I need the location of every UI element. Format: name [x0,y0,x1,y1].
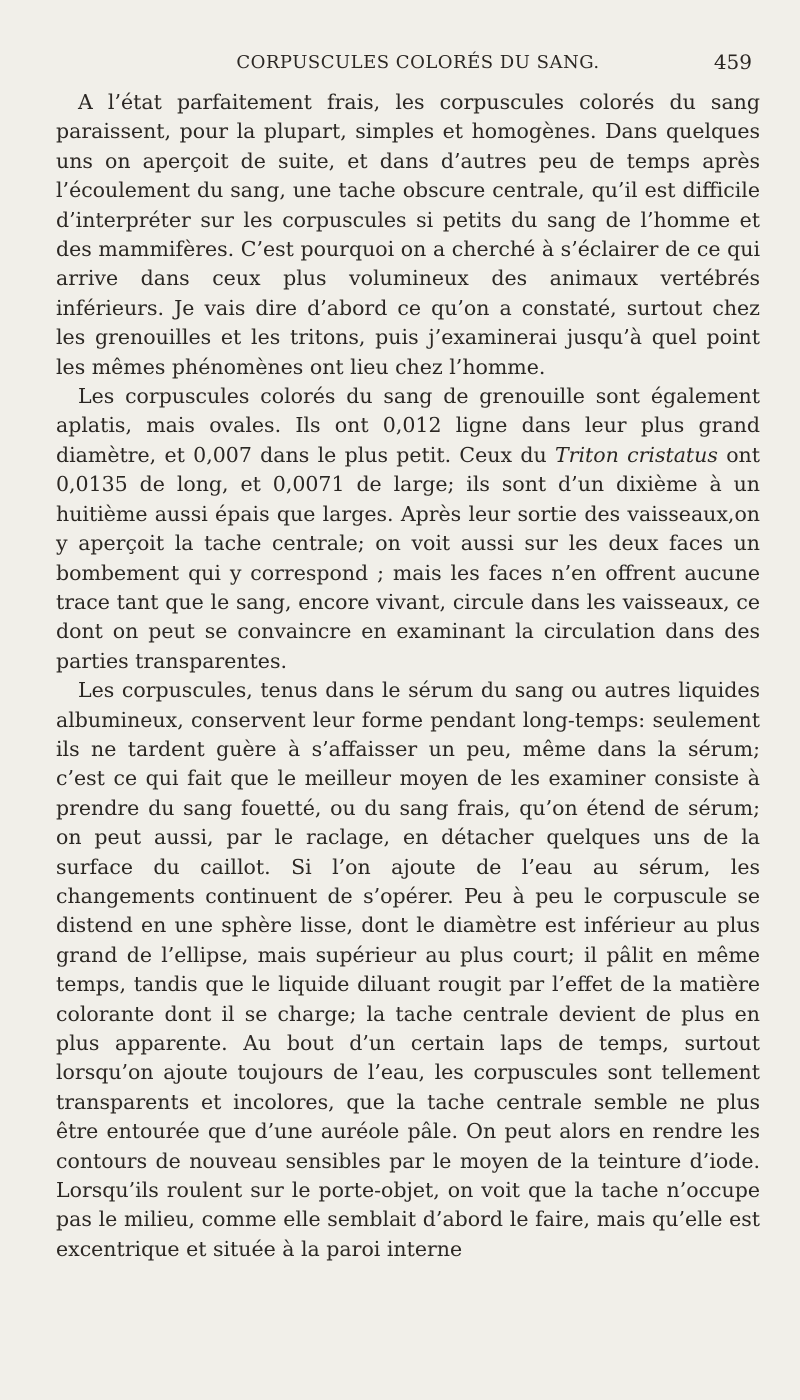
page-header [56,52,760,88]
species-name: Triton cristatus [554,442,718,467]
paragraph-1: A l’état parfaitement frais, les corpuscules colorés du sang paraissent, pour la plupart, simples et homogènes. Dans quelques uns on aperçoit de suite, et dans d’autres peu de temps après l’écoulement du sang, une tache obscure centrale, qu’il est difficile d’interpréter sur les corpuscules si petits du sang de l’homme et des mammifères. C’est pourquoi on a cherché à s’éclairer de ce qui arrive dans ceux plus volumineux des animaux vertébrés inférieurs. Je vais dire d’abord ce qu’on a constaté, surtout chez les grenouilles et les tritons, puis j’examinerai jusqu’à quel point les mêmes phénomènes ont lieu chez l’homme. [56,90,760,379]
book-page [0,52,800,1400]
paragraph-2-text-after: ont 0,0135 de long, et 0,0071 de large; ils sont d’un dixième à un huitième aussi épais que larges. Après leur sortie des vaisseaux,on y aperçoit la tache centrale; on voit aussi sur les deux faces un bombement qui y correspond ; mais les faces n’en offrent aucune trace tant que le sang, encore vivant, circule dans les vaisseaux, ce dont on peut se convaincre en examinant la circulation dans des parties transparentes. [56,442,760,673]
running-title: CORPUSCULES COLORÉS DU SANG. [236,52,600,73]
paragraph-2-text-before: Les corpuscules colorés du sang de grenouille sont également aplatis, mais ovales. Ils ont 0,012 ligne dans leur plus grand diamètre, et 0,007 dans le plus petit. Ceux du [56,384,760,467]
body-text [56,88,760,1264]
paragraph-2 [56,382,760,676]
page-number: 459 [713,50,752,74]
paragraph-3: Les corpuscules, tenus dans le sérum du sang ou autres liquides albumineux, conservent leur forme pendant long-temps: seulement ils ne tardent guère à s’affaisser un peu, même dans la sérum; c’est ce qui fait que le meilleur moyen de les examiner consiste à prendre du sang fouetté, ou du sang frais, qu’on étend de sérum; on peut aussi, par le raclage, en détacher quelques uns de la surface du caillot. Si l’on ajoute de l’eau au sérum, les changements continuent de s’opérer. Peu à peu le corpuscule se distend en une sphère lisse, dont le diamètre est inférieur au plus grand de l’ellipse, mais supérieur au plus court; il pâlit en même temps, tandis que le liquide diluant rougit par l’effet de la matière colorante dont il se charge; la tache centrale devient de plus en plus apparente. Au bout d’un certain laps de temps, surtout lorsqu’on ajoute toujours de l’eau, les corpuscules sont tellement transparents et incolores, que la tache centrale semble ne plus être entourée que d’une auréole pâle. On peut alors en rendre les contours de nouveau sensibles par le moyen de la teinture d’iode. Lorsqu’ils roulent sur le porte-objet, on voit que la tache n’occupe pas le milieu, comme elle semblait d’abord le faire, mais qu’elle est excentrique et située à la paroi interne [56,678,760,1261]
